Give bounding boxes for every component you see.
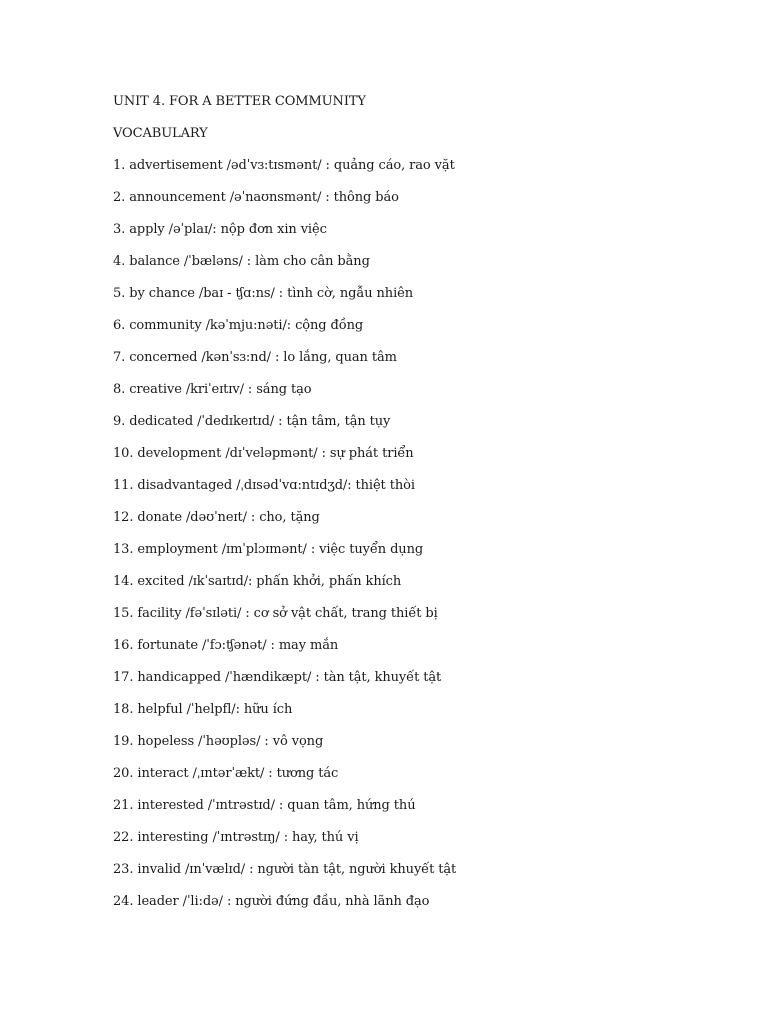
vocab-item: 24. leader /ˈli:də/ : người đứng đầu, nhà lãnh đạo <box>113 894 430 909</box>
vocab-item: 5. by chance /baɪ - ʧɑ:ns/ : tình cờ, ngẫu nhiên <box>113 286 413 301</box>
vocab-item: 1. advertisement /ədˈvɜ:tɪsmənt/ : quảng cáo, rao vặt <box>113 158 455 173</box>
vocab-item: 11. disadvantaged /ˌdɪsədˈvɑ:ntɪdʒd/: thiệt thòi <box>113 478 415 493</box>
vocab-item: 20. interact /ˌɪntərˈækt/ : tương tác <box>113 766 339 781</box>
vocab-item: 15. facility /fəˈsɪləti/ : cơ sở vật chất, trang thiết bị <box>113 606 438 621</box>
vocab-item: 10. development /dɪˈveləpmənt/ : sự phát triển <box>113 446 414 461</box>
vocab-item: 23. invalid /ɪnˈvælɪd/ : người tàn tật, người khuyết tật <box>113 862 457 877</box>
vocab-item: 2. announcement /əˈnaʊnsmənt/ : thông báo <box>113 190 399 205</box>
vocab-item: 14. excited /ɪkˈsaɪtɪd/: phấn khởi, phấn khích <box>113 574 402 589</box>
vocab-item: 12. donate /dəʊˈneɪt/ : cho, tặng <box>113 510 320 525</box>
document-content <box>113 93 733 925</box>
vocab-item: 6. community /kəˈmju:nəti/: cộng đồng <box>113 318 364 333</box>
vocab-item: 13. employment /ɪmˈplɔɪmənt/ : việc tuyển dụng <box>113 542 424 557</box>
vocab-item: 3. apply /əˈplaɪ/: nộp đơn xin việc <box>113 222 327 237</box>
unit-title: UNIT 4. FOR A BETTER COMMUNITY <box>113 94 366 109</box>
vocab-item: 4. balance /ˈbæləns/ : làm cho cân bằng <box>113 254 370 269</box>
vocab-item: 7. concerned /kənˈsɜ:nd/ : lo lắng, quan tâm <box>113 350 397 365</box>
vocab-item: 9. dedicated /ˈdedɪkeɪtɪd/ : tận tâm, tận tụy <box>113 414 391 429</box>
vocab-item: 21. interested /ˈɪntrəstɪd/ : quan tâm, hứng thú <box>113 798 416 813</box>
vocab-item: 22. interesting /ˈɪntrəstɪŋ/ : hay, thú vị <box>113 830 359 845</box>
section-heading: VOCABULARY <box>113 126 208 141</box>
vocab-item: 19. hopeless /ˈhəʊpləs/ : vô vọng <box>113 734 324 749</box>
vocab-item: 8. creative /kriˈeɪtɪv/ : sáng tạo <box>113 382 312 397</box>
vocab-item: 17. handicapped /ˈhændikæpt/ : tàn tật, khuyết tật <box>113 670 442 685</box>
vocab-item: 18. helpful /ˈhelpfl/: hữu ích <box>113 702 293 717</box>
vocab-item: 16. fortunate /ˈfɔ:ʧənət/ : may mắn <box>113 638 339 653</box>
